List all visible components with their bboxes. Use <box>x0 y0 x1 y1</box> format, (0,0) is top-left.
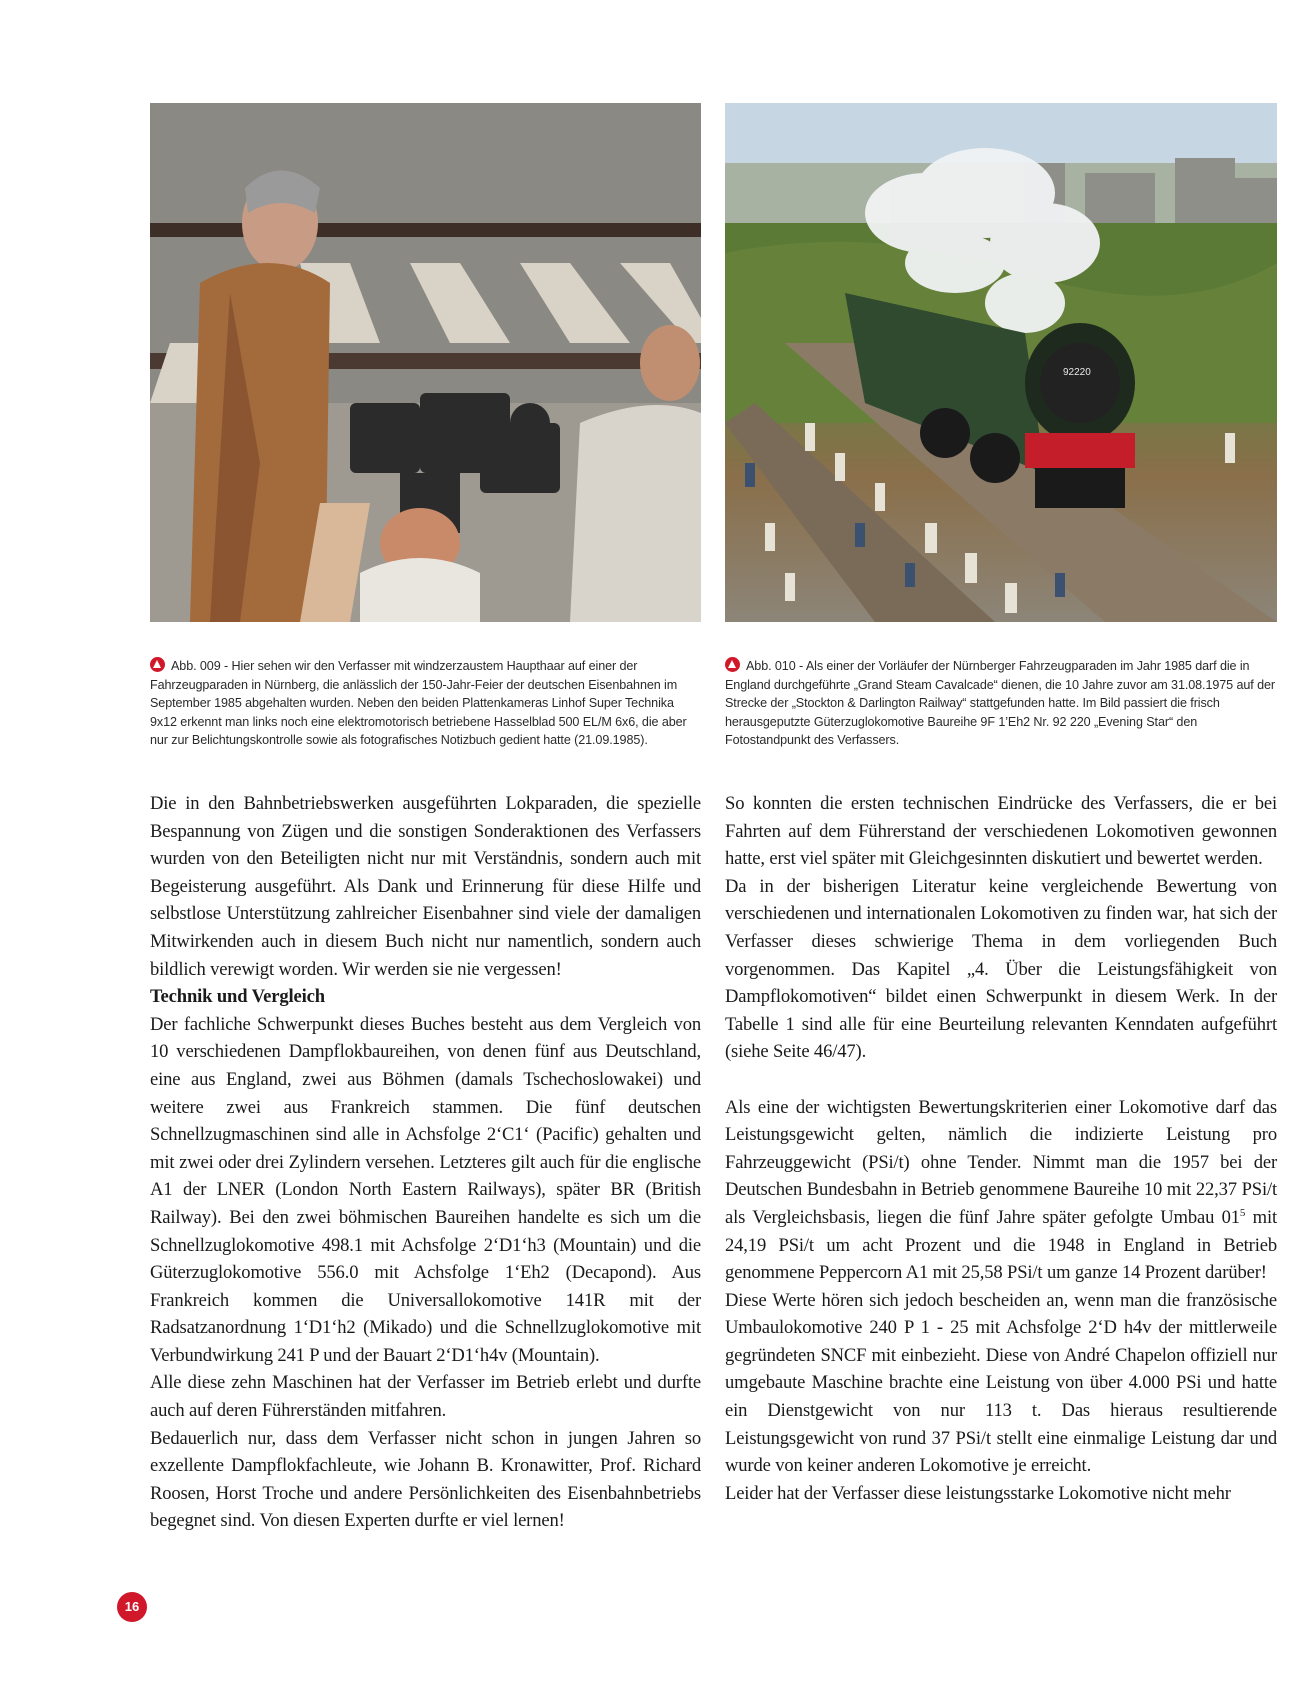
triangle-marker-icon <box>150 657 165 672</box>
locomotive-number-plate: 92220 <box>1063 367 1091 378</box>
paragraph: Die in den Bahnbetriebswerken ausgeführten Lokparaden, die spezielle Bespannung von Zügen und die sonstigen Sonderaktionen des Verfassers wurden von den Beteiligten nicht nur mit Verständnis, sondern auch mit Begeisterung ausgeführt. Als Dank und Erinnerung für diese Hilfe und selbstlose Unterstützung zahlreicher Eisenbahner sind viele der damaligen Mitwirkenden auch in diesem Buch nicht nur namentlich, sondern auch bildlich verewigt worden. Wir werden sie nie vergessen! <box>150 793 701 980</box>
paragraph <box>725 1094 1277 1287</box>
paragraph: Da in der bisherigen Literatur keine vergleichende Bewertung von verschiedenen und internationalen Lokomotiven zu finden war, hat sich der Verfasser dieses schwierige Thema in dem vorliegenden Buch vorgenommen. Das Kapitel „4. Über die Leistungsfähigkeit von Dampflokomotiven“ bildet einen Schwerpunkt in diesem Werk. In der Tabelle 1 sind alle für eine Beurteilung relevanten Kenndaten aufgeführt (siehe Seite 46/47). <box>725 875 1277 1063</box>
photo-author-with-cameras <box>150 103 701 622</box>
figure-caption-009 <box>150 657 700 750</box>
paragraph-text: Als eine der wichtigsten Bewertungskriterien einer Lokomotive darf das Leistungsgewicht gelten, nämlich die indizierte Leistung pro Fahrzeuggewicht (PSi/t) ohne Tender. Nimmt man die 1957 bei der Deutschen Bundesbahn in Betrieb genommene Baureihe 10 mit 22,37 PSi/t als Vergleichsbasis, liegen die fünf Jahre später gefolgte Umbau 01 <box>725 1096 1277 1228</box>
body-text-right-column <box>725 790 1277 1507</box>
paragraph: So konnten die ersten technischen Eindrücke des Verfassers, die er bei Fahrten auf dem Führerstand der verschiedenen Lokomotiven gewonnen hatte, erst viel später mit Gleichgesinnten diskutiert und bewertet werden. <box>725 793 1277 870</box>
superscript: 5 <box>1239 1206 1246 1219</box>
figure-caption-text: Abb. 009 - Hier sehen wir den Verfasser mit windzerzaustem Haupthaar auf einer der Fahrzeugparaden in Nürnberg, die anlässlich der 150-Jahr-Feier der deutschen Eisenbahnen im September 1985 abgehalten wurden. Neben den beiden Plattenkameras Linhof Super Technika 9x12 erkennt man links noch eine elektromotorisch betriebene Hasselblad 500 EL/M 6x6, die aber nur zur Belichtungskontrolle sowie als fotografisches Notizbuch gedient hatte (21.09.1985). <box>150 659 687 748</box>
figure-caption-text: Abb. 010 - Als einer der Vorläufer der Nürnberger Fahrzeugparaden im Jahr 1985 darf die in England durchgeführte „Grand Steam Cavalcade“ dienen, die 10 Jahre zuvor am 31.08.1975 auf der Strecke der „Stockton & Darlington Railway“ stattgefunden hatte. Im Bild passiert die frisch herausgeputzte Güterzuglokomotive Baureihe 9F 1’Eh2 Nr. 92 220 „Evening Star“ den Fotostandpunkt des Verfassers. <box>725 659 1275 748</box>
paragraph: Leider hat der Verfasser diese leistungsstarke Lokomotive nicht mehr <box>725 1482 1231 1504</box>
triangle-marker-icon <box>725 657 740 672</box>
paragraph: Der fachliche Schwerpunkt dieses Buches besteht aus dem Vergleich von 10 verschiedenen Dampflokbaureihen, von denen fünf aus Deutschland, eine aus England, zwei aus Böhmen (damals Tschechoslowakei) und weitere zwei aus Frankreich stammen. Die fünf deutschen Schnellzugmaschinen sind alle in Achsfolge 2‘C1‘ (Pacific) gehalten und mit zwei oder drei Zylindern versehen. Letzteres gilt auch für die englische A1 der LNER (London North Eastern Railways), später BR (British Railway). Bei den zwei böhmischen Baureihen handelte es sich um die Schnellzuglokomotive 498.1 mit Achsfolge 2‘D1‘h3 (Mountain) und die Güterzuglokomotive 556.0 mit Achsfolge 1‘Eh2 (Decapond). Aus Frankreich kommen die Universallokomotive 141R mit der Radsatzanordnung 1‘D1‘h2 (Mikado) und die Schnellzuglokomotive mit Verbundwirkung 241 P und der Bauart 2‘D1‘h4v (Mountain). <box>150 1013 701 1366</box>
body-text-left-column <box>150 790 701 1535</box>
paragraph: Diese Werte hören sich jedoch bescheiden an, wenn man die französische Umbaulokomotive 240 P 1 - 25 mit Achsfolge 2‘D h4v der mittlerweile gegründeten SNCF mit einbezieht. Diese von André Chapelon offiziell nur umgebaute Maschine brachte eine Leistung von über 4.000 PSi und hatte ein Dienstgewicht von nur 113 t. Das hieraus resultierende Leistungsgewicht von rund 37 PSi/t stellt eine einmalige Leistung dar und wurde von keiner anderen Lokomotive je erreicht. <box>725 1289 1277 1477</box>
figure-caption-010 <box>725 657 1277 750</box>
paragraph: Alle diese zehn Maschinen hat der Verfasser im Betrieb erlebt und durfte auch auf deren Führerständen mitfahren. <box>150 1372 701 1422</box>
photo-locomotive-illustration <box>725 103 1277 622</box>
paragraph-text: mit 24,19 PSi/t um acht Prozent und die 1948 in England in Betrieb genommene Peppercorn A1 mit 25,58 PSi/t um ganze 14 Prozent darüber! <box>725 1206 1277 1284</box>
photo-steam-locomotive <box>725 103 1277 622</box>
paragraph: Bedauerlich nur, dass dem Verfasser nicht schon in jungen Jahren so exzellente Dampflokfachleute, wie Johann B. Kronawitter, Prof. Richard Roosen, Horst Troche und andere Persönlichkeiten des Eisenbahnbetriebs begegnet sind. Von diesen Experten durfte er viel lernen! <box>150 1427 701 1532</box>
section-heading: Technik und Vergleich <box>150 986 325 1008</box>
photo-author-illustration <box>150 103 701 622</box>
page-number-badge: 16 <box>117 1592 147 1622</box>
paragraph-spacer <box>725 1066 1277 1094</box>
